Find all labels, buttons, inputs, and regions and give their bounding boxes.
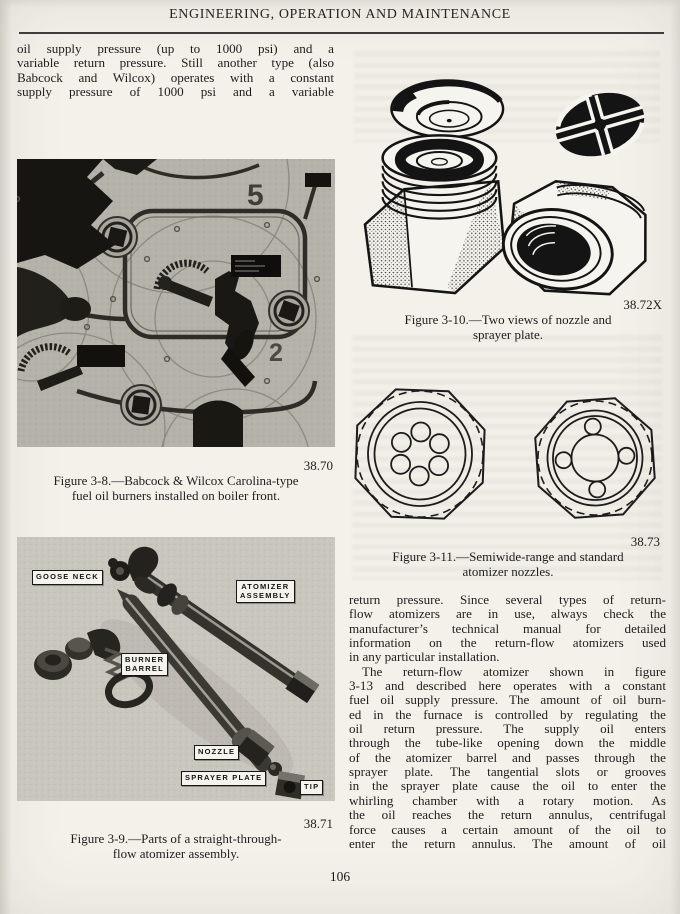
figure-3-10-id: 38.72X [623,297,662,312]
label-goose-neck: GOOSE NECK [32,570,103,585]
page-header: ENGINEERING, OPERATION AND MAINTENANCE [169,7,511,22]
label-sprayer-plate: SPRAYER PLATE [181,771,266,786]
body-text-line: oil return pressure. The supply oil enters [349,721,666,737]
body-text-line: in the sprayer plate cause the oil to enter the [349,778,666,794]
body-text-line: enter the return annulus. The amount of oil [349,835,666,851]
sprayer-plate-cross-view [548,83,651,166]
burner-number-5: 5 [247,179,264,212]
semiwide-range-nozzle [354,388,486,520]
body-text-line: return pressure. Since several types of return- [349,592,666,607]
label-atomizer-assembly: ATOMIZER ASSEMBLY [236,580,295,603]
body-text-line: of the atomizer barrel and passes through the [349,749,666,765]
label-tip: TIP [300,780,323,795]
label-burner-barrel: BURNER BARREL [121,653,168,676]
left-column-paragraph [17,42,334,99]
figure-3-11-drawing [348,382,668,528]
standard-nozzle [533,396,657,520]
body-text-line: force causes a certain amount of the oil to [349,821,666,837]
figure-3-8-photo [17,159,335,447]
figure-3-11-caption: Figure 3-11.—Semiwide-range and standard atomizer nozzles. [392,549,624,579]
figure-3-9-photo [17,537,335,801]
figure-3-11-id: 38.73 [630,534,660,549]
body-text-line: information on the return-flow atomizers used [349,635,666,651]
body-text-line: Babcock and Wilcox) operates with a constant [17,69,334,85]
body-text-line: through the tube-like opening down the middle [349,735,666,751]
body-text-line: flow atomizers are in use, always check the [349,606,666,622]
body-text-line: fuel oil supply pressure. The amount of oil burn- [349,692,666,708]
body-text-line: variable return pressure. Still another type (also [17,55,334,71]
body-text-line: oil supply pressure (up to 1000 psi) and a [17,41,334,56]
figure-3-10-drawing [350,56,666,296]
burner-number-2: 2 [269,339,283,367]
figure-3-10-caption: Figure 3-10.—Two views of nozzle and sprayer plate. [404,312,612,342]
label-nozzle: NOZZLE [194,745,239,760]
body-text-line: The return-flow atomizer shown in figure [362,663,666,679]
body-text-line: the oil reaches the return annulus, centrifugal [349,807,666,823]
body-text-line: whirling chamber with a rotary motion. As [349,792,666,808]
nozzle-rear-view [496,170,657,296]
figure-3-9-id: 38.71 [303,816,333,831]
nozzle-front-view [365,135,504,293]
figure-3-8-caption: Figure 3-8.—Babcock & Wilcox Carolina-type fuel oil burners installed on boiler front. [53,473,299,503]
figure-3-8-id: 38.70 [303,458,333,473]
page-number: 106 [329,869,351,884]
right-column-paragraphs [349,593,666,851]
body-text-line: 3-13 and described here operates with a constant [349,678,666,694]
sprayer-plate-top-view [391,80,503,137]
body-text-line: sprayer plate. The tangential slots or grooves [349,764,666,780]
header-divider [19,32,664,34]
body-text-line: ed in the furnace is controlled by regulating the [349,706,666,722]
figure-3-9-caption: Figure 3-9.—Parts of a straight-through- flow atomizer assembly. [70,831,282,861]
body-text-line: in any particular installation. [349,649,500,665]
body-text-line: supply pressure of 1000 psi and a variable [17,84,334,100]
body-text-line: manufacturer’s technical manual for detailed [349,620,666,636]
